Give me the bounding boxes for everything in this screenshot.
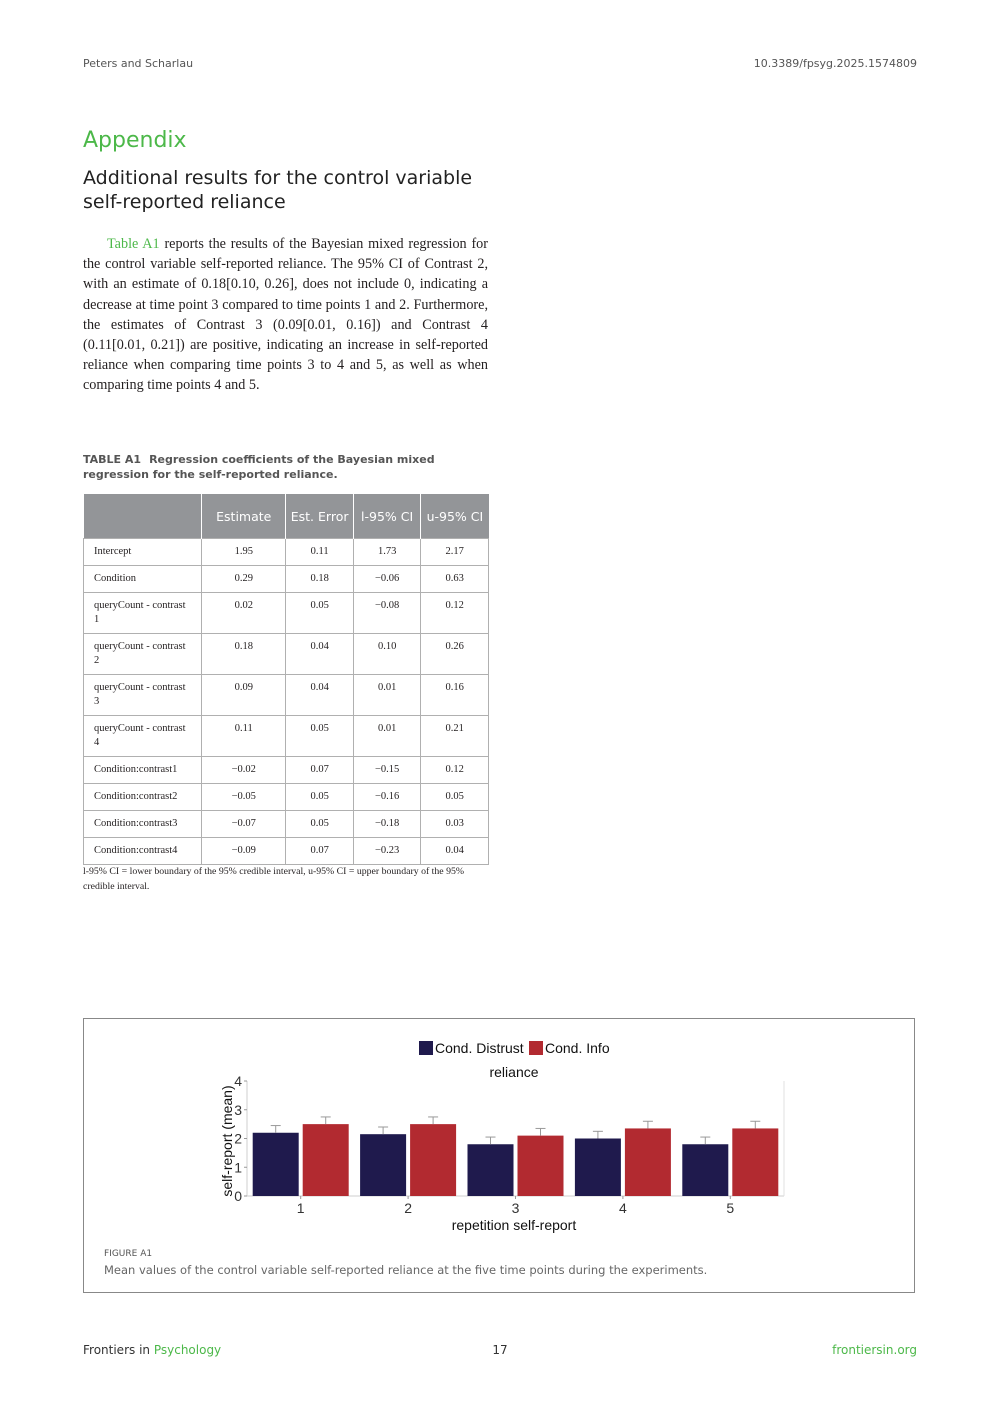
table-row-label: queryCount - contrast 3	[84, 675, 202, 716]
table-row-label: queryCount - contrast 1	[84, 593, 202, 634]
table-row-label: queryCount - contrast 4	[84, 716, 202, 757]
table-row	[84, 838, 489, 865]
x-axis-label: repetition self-report	[451, 1217, 577, 1233]
y-axis-label: self-report (mean)	[219, 1085, 235, 1197]
table-cell: 0.01	[353, 675, 420, 716]
table-cell: −0.07	[202, 811, 286, 838]
bar-info-5	[732, 1128, 778, 1196]
appendix-title: Appendix	[83, 128, 187, 153]
table-row	[84, 539, 489, 566]
table-cell: 0.21	[421, 716, 489, 757]
bar-info-1	[303, 1124, 349, 1196]
bar-info-2	[410, 1124, 456, 1196]
table-cell: 0.29	[202, 566, 286, 593]
table-cell: 0.07	[286, 757, 354, 784]
table-cell: 0.63	[421, 566, 489, 593]
bar-distrust-2	[360, 1134, 406, 1196]
footer-journal-prefix: Frontiers in	[83, 1343, 151, 1357]
x-tick-label: 4	[619, 1200, 627, 1216]
table-cell: −0.15	[353, 757, 420, 784]
x-tick-label: 1	[296, 1200, 305, 1216]
table-cell: 0.18	[202, 634, 286, 675]
legend-label-info: Cond. Info	[545, 1040, 610, 1056]
table-cell: 0.10	[353, 634, 420, 675]
page-number: 17	[492, 1343, 508, 1357]
figure-label: FIGURE A1	[104, 1249, 153, 1259]
table-row	[84, 716, 489, 757]
table-cell: 0.03	[421, 811, 489, 838]
table-cell: 0.18	[286, 566, 354, 593]
table-row-label: Condition:contrast1	[84, 757, 202, 784]
table-cell: 0.26	[421, 634, 489, 675]
table-cell: −0.16	[353, 784, 420, 811]
table-cell: −0.08	[353, 593, 420, 634]
figure-caption: Mean values of the control variable self-reported reliance at the five time points during the experiments.	[104, 1263, 708, 1277]
y-tick-label: 2	[234, 1130, 242, 1147]
y-tick-label: 3	[234, 1101, 242, 1118]
table-cell: 0.05	[286, 784, 354, 811]
table-header-cell	[84, 494, 202, 539]
table-header-cell: l-95% CI	[353, 494, 420, 539]
table-cell: 0.05	[421, 784, 489, 811]
table-cell: 0.07	[286, 838, 354, 865]
table-row	[84, 784, 489, 811]
table-cell: −0.05	[202, 784, 286, 811]
table-row-label: Condition	[84, 566, 202, 593]
table-cell: 0.09	[202, 675, 286, 716]
bar-distrust-5	[682, 1144, 728, 1196]
table-cell: 0.04	[421, 838, 489, 865]
regression-table	[83, 494, 489, 865]
table-cell: 0.04	[286, 634, 354, 675]
table-cell: 0.11	[202, 716, 286, 757]
section-title: Additional results for the control variable self-reported reliance	[83, 167, 473, 213]
figure-box	[83, 1018, 915, 1293]
y-tick-label: 0	[234, 1188, 242, 1204]
table-row	[84, 811, 489, 838]
chart-title: reliance	[489, 1064, 539, 1080]
table-row-label: Condition:contrast3	[84, 811, 202, 838]
table-cell: 0.05	[286, 716, 354, 757]
table-label: TABLE A1	[83, 453, 142, 466]
legend-label-distrust: Cond. Distrust	[435, 1040, 524, 1056]
table-cell: 1.73	[353, 539, 420, 566]
table-reference-link[interactable]: Table A1	[107, 236, 160, 252]
table-cell: 0.02	[202, 593, 286, 634]
table-cell: 0.12	[421, 593, 489, 634]
x-tick-label: 3	[511, 1200, 520, 1216]
paragraph-text: reports the results of the Bayesian mixed regression for the control variable self-reported reliance. The 95% CI of Contrast 2, with an estimate of 0.18[0.10, 0.26], does not include 0, indicating a decrease at time point 3 compared to time points 1 and 2. Furthermore, the estimates of Contrast 3 (0.09[0.01, 0.16]) and Contrast 4 (0.11[0.01, 0.21]) are positive, indicating an increase in self-reported reliance when comparing time points 3 to 4 and 5, as well as when comparing time points 4 and 5.	[83, 236, 488, 394]
table-row	[84, 566, 489, 593]
table-cell: −0.18	[353, 811, 420, 838]
y-tick-label: 1	[234, 1159, 242, 1176]
table-cell: −0.06	[353, 566, 420, 593]
table-caption-text: Regression coefficients of the Bayesian mixed regression for the self-reported reliance.	[83, 453, 435, 481]
table-header-row	[84, 494, 489, 539]
table-row-label: Condition:contrast4	[84, 838, 202, 865]
table-cell: 2.17	[421, 539, 489, 566]
bar-distrust-3	[468, 1144, 514, 1196]
header-doi[interactable]: 10.3389/fpsyg.2025.1574809	[753, 57, 917, 70]
y-tick-label: 4	[234, 1073, 242, 1089]
bar-distrust-4	[575, 1139, 621, 1197]
table-row-label: Intercept	[84, 539, 202, 566]
bar-info-3	[518, 1136, 564, 1196]
table-row-label: queryCount - contrast 2	[84, 634, 202, 675]
chart-legend	[419, 1040, 610, 1056]
table-row	[84, 593, 489, 634]
table-footnote: l-95% CI = lower boundary of the 95% credible interval, u-95% CI = upper boundary of the 95% credible interval.	[83, 866, 465, 892]
table-row-label: Condition:contrast2	[84, 784, 202, 811]
footer-journal-name: Psychology	[153, 1343, 222, 1357]
legend-swatch-distrust	[419, 1041, 433, 1055]
table-row	[84, 634, 489, 675]
bar-chart	[84, 1019, 914, 1244]
table-cell: −0.02	[202, 757, 286, 784]
table-cell: 0.05	[286, 593, 354, 634]
table-cell: 0.04	[286, 675, 354, 716]
body-paragraph	[83, 234, 488, 396]
table-cell: 0.11	[286, 539, 354, 566]
table-header-cell: Estimate	[202, 494, 286, 539]
table-cell: 0.12	[421, 757, 489, 784]
table-cell: −0.23	[353, 838, 420, 865]
table-header-cell: Est. Error	[286, 494, 354, 539]
table-cell: 0.05	[286, 811, 354, 838]
table-cell: 0.01	[353, 716, 420, 757]
bar-distrust-1	[253, 1133, 299, 1196]
table-header-cell: u-95% CI	[421, 494, 489, 539]
x-tick-label: 5	[726, 1200, 735, 1216]
legend-swatch-info	[529, 1041, 543, 1055]
bar-info-4	[625, 1128, 671, 1196]
table-cell: −0.09	[202, 838, 286, 865]
table-row	[84, 757, 489, 784]
table-caption	[83, 452, 488, 482]
header-authors: Peters and Scharlau	[83, 57, 194, 70]
x-tick-label: 2	[404, 1200, 412, 1216]
table-cell: 1.95	[202, 539, 286, 566]
table-cell: 0.16	[421, 675, 489, 716]
footer-site-link[interactable]: frontiersin.org	[832, 1343, 917, 1357]
table-row	[84, 675, 489, 716]
